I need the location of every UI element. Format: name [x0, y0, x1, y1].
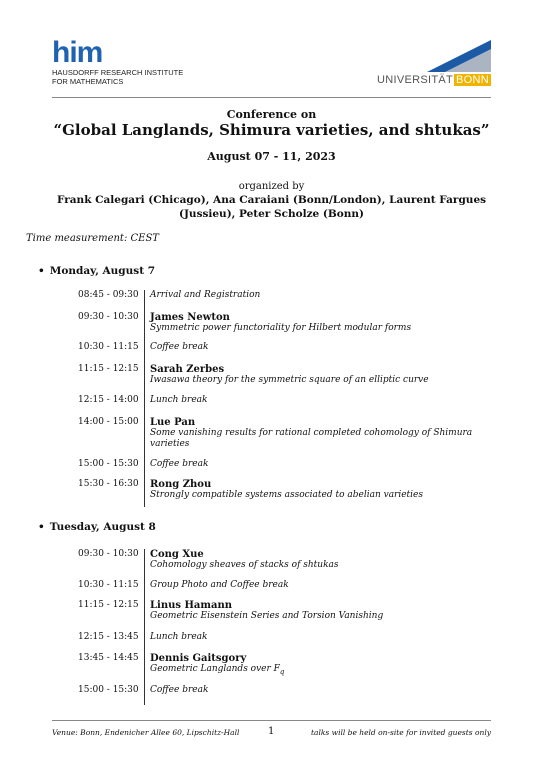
slot-speaker: Cong Xue [150, 549, 204, 560]
slot-event: Coffee break [150, 685, 209, 695]
day-label: Tuesday, August 8 [49, 521, 156, 533]
bonn-wordmark-a: UNIVERSITÄT [376, 74, 454, 86]
slot-event: Coffee break [150, 459, 209, 469]
university-bonn-logo [376, 40, 491, 86]
slot-event: Arrival and Registration [150, 290, 261, 300]
schedule-row [78, 342, 498, 364]
schedule-row [78, 653, 498, 685]
slot-talk-title: Symmetric power functoriality for Hilbert modular forms [150, 323, 412, 333]
slot-speaker: Lue Pan [150, 417, 196, 428]
slot-talk-title: Iwasawa theory for the symmetric square of an elliptic curve [150, 375, 429, 385]
schedule-row [78, 312, 498, 342]
math-subscript: q [279, 667, 285, 676]
header-divider [52, 97, 491, 98]
footer-note: talks will be held on-site for invited guests only [310, 728, 491, 737]
slot-time: 11:15 - 12:15 [78, 600, 139, 610]
schedule-row [78, 459, 498, 479]
schedule-row [78, 600, 498, 632]
slot-event: Group Photo and Coffee break [150, 580, 289, 590]
slot-talk-title: Some vanishing results for rational completed cohomology of Shimura varieties [150, 428, 473, 449]
page-number: 1 [268, 726, 275, 737]
slot-talk-title-text: Geometric Langlands over F [150, 664, 280, 674]
bonn-emblem-icon [427, 40, 491, 72]
him-logo [52, 36, 184, 86]
him-logo-mark: him [52, 36, 103, 69]
day-heading-tuesday [38, 521, 156, 533]
slot-speaker: Dennis Gaitsgory [150, 653, 247, 664]
schedule-monday [78, 290, 498, 507]
schedule-row [78, 395, 498, 417]
slot-time: 15:30 - 16:30 [78, 479, 139, 489]
slot-time: 14:00 - 15:00 [78, 417, 139, 427]
slot-time: 15:00 - 15:30 [78, 685, 139, 695]
slot-time: 15:00 - 15:30 [78, 459, 139, 469]
slot-time: 09:30 - 10:30 [78, 549, 139, 559]
bullet-icon: • [38, 265, 45, 277]
schedule-row [78, 549, 498, 580]
day-heading-monday [38, 265, 155, 277]
slot-talk-title: Geometric Eisenstein Series and Torsion Vanishing [150, 611, 384, 621]
him-subtitle-line2: FOR MATHEMATICS [52, 77, 124, 86]
organizers-list: Frank Calegari (Chicago), Ana Caraiani (Bonn/London), Laurent Fargues (Jussieu), Peter Scholze (Bonn) [56, 194, 487, 220]
slot-speaker: James Newton [150, 312, 230, 323]
slot-event: Lunch break [150, 395, 208, 405]
footer-venue: Venue: Bonn, Endenicher Allee 60, Lipschitz-Hall [52, 728, 240, 737]
time-measurement-note: Time measurement: CEST [26, 233, 159, 244]
slot-event: Coffee break [150, 342, 209, 352]
conference-title: “Global Langlands, Shimura varieties, and shtukas” [53, 121, 490, 139]
slot-talk-title: Strongly compatible systems associated to abelian varieties [150, 490, 424, 500]
conference-label: Conference on [226, 108, 317, 121]
slot-speaker: Linus Hamann [150, 600, 233, 611]
schedule-row [78, 632, 498, 653]
slot-time: 09:30 - 10:30 [78, 312, 139, 322]
slot-time: 08:45 - 09:30 [78, 290, 139, 300]
slot-time: 12:15 - 14:00 [78, 395, 139, 405]
bonn-wordmark [377, 74, 491, 86]
bonn-wordmark-b: BONN [456, 74, 489, 86]
slot-speaker: Sarah Zerbes [150, 364, 225, 375]
slot-talk-title [150, 664, 498, 678]
slot-talk-title: Cohomology sheaves of stacks of shtukas [150, 560, 339, 570]
schedule-row [78, 479, 498, 507]
schedule-row [78, 580, 498, 600]
slot-time: 10:30 - 11:15 [78, 580, 139, 590]
conference-dates: August 07 - 11, 2023 [207, 150, 336, 163]
him-logo-subtitle [52, 68, 183, 86]
schedule-row [78, 364, 498, 395]
organized-by-label: organized by [238, 181, 305, 192]
bullet-icon: • [38, 521, 45, 533]
him-subtitle-line1: HAUSDORFF RESEARCH INSTITUTE [52, 68, 184, 77]
slot-time: 13:45 - 14:45 [78, 653, 139, 663]
slot-time: 10:30 - 11:15 [78, 342, 139, 352]
schedule-row [78, 685, 498, 705]
schedule-row [78, 290, 498, 312]
day-label: Monday, August 7 [49, 265, 156, 277]
footer-divider [52, 720, 491, 721]
slot-time: 12:15 - 13:45 [78, 632, 139, 642]
slot-event: Lunch break [150, 632, 208, 642]
schedule-tuesday [78, 549, 498, 705]
slot-time: 11:15 - 12:15 [78, 364, 139, 374]
slot-speaker: Rong Zhou [150, 479, 212, 490]
schedule-row [78, 417, 498, 459]
